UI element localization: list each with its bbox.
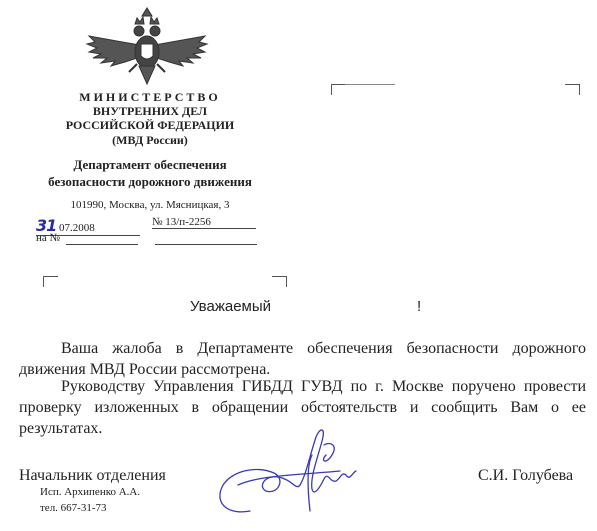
reply-to-label: на № — [36, 232, 61, 244]
body-paragraph-1: Ваша жалоба в Департаменте обеспечения безопасности дорожного движения МВД России рассмотрена. — [19, 340, 586, 378]
greeting-word: Уважаемый — [190, 298, 272, 315]
reply-to-blank-2 — [155, 244, 257, 245]
letter-number: № 13/п-2256 — [152, 216, 256, 229]
department-address: 101990, Москва, ул. Мясницкая, 3 — [70, 199, 230, 211]
signatory-position: Начальник отделения — [19, 467, 166, 484]
date-day-handwritten: 31 — [36, 216, 57, 235]
org-name-line-1: МИНИСТЕРСТВО — [79, 90, 221, 104]
reply-to-blank-1 — [66, 244, 138, 245]
signature-icon — [200, 415, 370, 527]
subject-window-corner-right — [272, 276, 287, 287]
executor-name: Исп. Архипенко А.А. — [40, 486, 141, 498]
mvd-eagle-emblem-icon — [85, 6, 209, 88]
address-window-corner-top-right — [565, 84, 580, 95]
org-name-line-2: ВНУТРЕННИХ ДЕЛ — [92, 104, 208, 118]
body-paragraph-2: Руководству Управления ГИБДД ГУВД по г. Москве поручено провести проверку изложенных в обращении обстоятельств и сообщить Вам о ее результатах. — [19, 378, 586, 437]
address-window-top-rule — [345, 84, 395, 85]
org-name-line-4: (МВД России) — [112, 133, 188, 147]
signatory-name: С.И. Голубева — [478, 467, 574, 484]
executor-phone: тел. 667-31-73 — [40, 502, 107, 514]
subject-window-corner-left — [43, 276, 58, 287]
date-month-year: 07.2008 — [56, 222, 95, 234]
address-window-corner-top-left — [331, 84, 346, 95]
org-name-line-3: РОССИЙСКОЙ ФЕДЕРАЦИИ — [65, 118, 235, 132]
department-name-line-1: Департамент обеспечения — [73, 157, 227, 172]
department-name-line-2: безопасности дорожного движения — [48, 174, 252, 189]
greeting-exclamation: ! — [417, 298, 422, 315]
